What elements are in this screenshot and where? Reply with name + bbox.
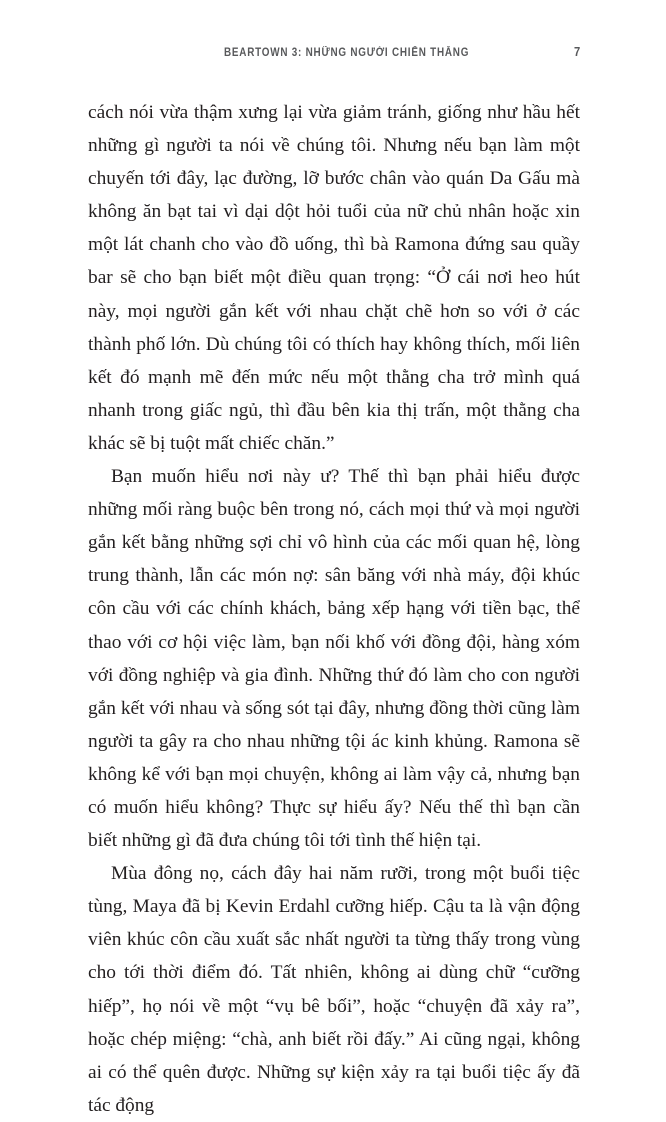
paragraph: Bạn muốn hiểu nơi này ư? Thế thì bạn phải hiểu được những mối ràng buộc bên trong nó, cách mọi thứ và mọi người gắn kết bằng những sợi chỉ vô hình của các mối quan hệ, lòng trung thành, lẫn các món nợ: sân băng với nhà máy, đội khúc côn cầu với các chính khách, bảng xếp hạng với tiền bạc, thể thao với cơ hội việc làm, bạn nối khố với đồng đội, hàng xóm với đồng nghiệp và gia đình. Những thứ đó làm cho con người gắn kết với nhau và sống sót tại đây, nhưng đồng thời cũng làm người ta gây ra cho nhau những tội ác kinh khủng. Ramona sẽ không kể với bạn mọi chuyện, không ai làm vậy cả, nhưng bạn có muốn hiểu không? Thực sự hiểu ấy? Nếu thế thì bạn cần biết những gì đã đưa chúng tôi tới tình thế hiện tại. (88, 466, 580, 852)
running-head-title: BEARTOWN 3: NHỮNG NGƯỜI CHIẾN THẮNG (224, 47, 470, 59)
page-number: 7 (573, 44, 580, 59)
paragraph: Mùa đông nọ, cách đây hai năm rưỡi, trong một buổi tiệc tùng, Maya đã bị Kevin Erdahl cưỡng hiếp. Cậu ta là vận động viên khúc côn cầu xuất sắc nhất người ta từng thấy trong vùng cho tới thời điểm đó. Tất nhiên, không ai dùng chữ “cưỡng hiếp”, họ nói về một “vụ bê bối”, hoặc “chuyện đã xảy ra”, hoặc chép miệng: “chà, anh biết rồi đấy.” Ai cũng ngại, không ai có thể quên được. Những sự kiện xảy ra tại buổi tiệc ấy đã tác động (88, 863, 580, 1116)
paragraph: cách nói vừa thậm xưng lại vừa giảm tránh, giống như hầu hết những gì người ta nói về chúng tôi. Nhưng nếu bạn làm một chuyến tới đây, lạc đường, lỡ bước chân vào quán Da Gấu mà không ăn bạt tai vì dại dột hỏi tuổi của nữ chủ nhân hoặc xin một lát chanh cho vào đồ uống, thì bà Ramona đứng sau quầy bar sẽ cho bạn biết một điều quan trọng: “Ở cái nơi heo hút này, mọi người gắn kết với nhau chặt chẽ hơn so với ở các thành phố lớn. Dù chúng tôi có thích hay không thích, mối liên kết đó mạnh mẽ đến mức nếu một thằng cha trở mình quá nhanh trong giấc ngủ, thì đầu bên kia thị trấn, một thằng cha khác sẽ bị tuột mất chiếc chăn.” (88, 102, 580, 454)
running-head (88, 44, 580, 68)
body-text-block (88, 96, 580, 1122)
